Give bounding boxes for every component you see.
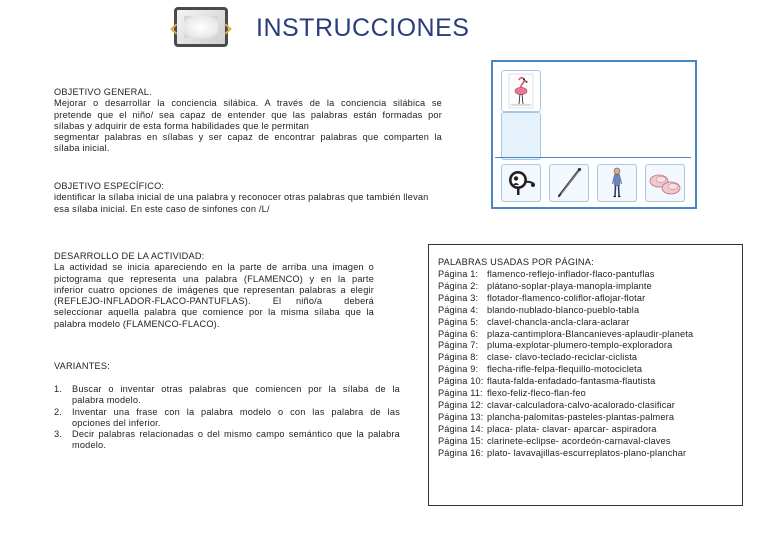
page-label: Página 1: bbox=[438, 269, 479, 279]
list-item bbox=[54, 429, 400, 452]
desarrollo-line: inferior cuatro opciones de imágenes que representan palabras a elegir bbox=[54, 284, 374, 295]
page-label: Página 13: bbox=[438, 411, 484, 422]
presentation-screen-icon bbox=[174, 7, 228, 47]
page-words: flauta-falda-enfadado-fantasma-flautista bbox=[487, 376, 656, 387]
page-words: plato- lavavajillas-escurreplatos-plano-planchar bbox=[487, 447, 687, 458]
list-item-line: palabra modelo. bbox=[72, 395, 141, 406]
page-title: INSTRUCCIONES bbox=[256, 14, 470, 42]
list-item bbox=[438, 448, 693, 460]
palabras-list bbox=[438, 269, 693, 460]
page-words: flamenco-reflejo-inflador-flaco-pantuflas bbox=[487, 269, 655, 279]
objetivo-general-line: sílaba inicial. bbox=[54, 143, 110, 154]
page-words: plátano-soplar-playa-manopla-implante bbox=[487, 280, 652, 291]
objetivo-general-section bbox=[54, 87, 442, 155]
list-item bbox=[438, 436, 693, 448]
list-item bbox=[438, 364, 693, 376]
list-item bbox=[438, 269, 693, 281]
page-label: Página 6: bbox=[438, 328, 479, 339]
page-words: flecha-rifle-felpa-flequillo-motocicleta bbox=[487, 364, 643, 375]
page-words: clarinete-eclipse- acordeón-carnaval-claves bbox=[487, 435, 671, 446]
list-item-line: modelo. bbox=[72, 440, 107, 451]
objetivo-general-line: pretende que el niño/ sea capaz de entender que las palabras están formadas por bbox=[54, 109, 442, 120]
inflator-stick-icon bbox=[550, 165, 588, 201]
list-item bbox=[54, 407, 400, 430]
list-item bbox=[438, 329, 693, 341]
objetivo-especifico-heading: OBJETIVO ESPECÍFICO: bbox=[54, 181, 165, 191]
list-item bbox=[438, 340, 693, 352]
page-label: Página 5: bbox=[438, 316, 479, 327]
list-item-number: 3. bbox=[54, 429, 63, 440]
list-item bbox=[438, 293, 693, 305]
page-label: Página 3: bbox=[438, 292, 479, 303]
list-item bbox=[438, 305, 693, 317]
page-words: clase- clavo-teclado-reciclar-ciclista bbox=[487, 352, 638, 363]
desarrollo-line: (REFLEJO-INFLADOR-FLACO-PANTUFLAS). El niño/a deberá bbox=[54, 296, 374, 307]
page-label: Página 7: bbox=[438, 340, 479, 351]
desarrollo-line: La actividad se inicia apareciendo en la parte de arriba una imagen o bbox=[54, 262, 374, 273]
page-label: Página 11: bbox=[438, 388, 483, 399]
list-item-number: 2. bbox=[54, 406, 63, 417]
option-card-inflador[interactable] bbox=[549, 164, 589, 202]
desarrollo-section bbox=[54, 251, 374, 330]
palabras-heading: PALABRAS USADAS POR PÁGINA: bbox=[438, 257, 594, 267]
objetivo-especifico-section bbox=[54, 181, 446, 215]
list-item bbox=[438, 424, 693, 436]
list-item bbox=[438, 376, 693, 388]
list-item bbox=[438, 388, 693, 400]
page-words: flotador-flamenco-coliflor-aflojar-flotar bbox=[487, 292, 646, 303]
panel-divider bbox=[495, 157, 691, 158]
activity-preview-panel bbox=[491, 60, 697, 209]
objetivo-especifico-line: esa sílaba inicial. En este caso de sinfones con /L/ bbox=[54, 203, 270, 214]
page-words: pluma-explotar-plumero-templo-exploradora bbox=[487, 340, 673, 351]
page-label: Página 10: bbox=[438, 376, 484, 387]
answer-drop-slot[interactable] bbox=[501, 112, 541, 160]
page-label: Página 12: bbox=[438, 399, 484, 410]
page-label: Página 8: bbox=[438, 352, 479, 363]
list-item bbox=[54, 384, 400, 407]
variantes-section bbox=[54, 384, 400, 452]
page-words: clavar-calculadora-calvo-acalorado-clasificar bbox=[487, 399, 676, 410]
list-item-line: Inventar una frase con la palabra modelo o con las palabra de las bbox=[72, 406, 400, 417]
page-label: Página 14: bbox=[438, 423, 484, 434]
desarrollo-heading: DESARROLLO DE LA ACTIVIDAD: bbox=[54, 251, 205, 261]
list-item-line: Decir palabras relacionadas o del mismo campo semántico que la palabra bbox=[72, 429, 400, 440]
objetivo-especifico-line: identificar la sílaba inicial de una palabra y reconocer otras palabras que también llevan bbox=[54, 192, 429, 203]
page-label: Página 15: bbox=[438, 435, 484, 446]
page-words: plaza-cantimplora-Blancanieves-aplaudir-planeta bbox=[487, 328, 694, 339]
page-words: plancha-palomitas-pasteles-plantas-palmera bbox=[487, 411, 675, 422]
palabras-box bbox=[428, 244, 743, 506]
list-item bbox=[438, 281, 693, 293]
flamingo-icon bbox=[502, 71, 540, 111]
page-label: Página 4: bbox=[438, 304, 479, 315]
list-item bbox=[438, 352, 693, 364]
list-item bbox=[438, 400, 693, 412]
page-words: clavel-chancla-ancla-clara-aclarar bbox=[487, 316, 630, 327]
slippers-icon bbox=[646, 165, 684, 201]
page-label: Página 16: bbox=[438, 447, 484, 458]
mirror-reflection-icon bbox=[502, 165, 540, 201]
desarrollo-line: pictograma que representa una palabra (FLAMENCO) y en la parte bbox=[54, 273, 374, 284]
thin-man-icon bbox=[598, 165, 636, 201]
desarrollo-line: seleccionar aquella palabra que comience por la misma sílaba que la bbox=[54, 307, 374, 318]
page-words: blando-nublado-blanco-pueblo-tabla bbox=[487, 304, 640, 315]
objetivo-general-line: segmentar palabras en sílabas y ser capaz de encontrar palabras que comparten la bbox=[54, 132, 442, 143]
list-item-line: opciones del inferior. bbox=[72, 417, 161, 428]
list-item-number: 1. bbox=[54, 384, 63, 394]
option-card-flaco[interactable] bbox=[597, 164, 637, 202]
page-label: Página 2: bbox=[438, 280, 479, 291]
list-item-line: Buscar o inventar otras palabras que comiencen por la sílaba de la bbox=[72, 384, 400, 394]
page-words: placa- plata- clavar- aparcar- aspiradora bbox=[487, 423, 657, 434]
desarrollo-line: palabra modelo (FLAMENCO-FLACO). bbox=[54, 318, 220, 329]
objetivo-general-line: sílabas y adquirir de esta forma habilidades que le permitan bbox=[54, 120, 310, 131]
page-label: Página 9: bbox=[438, 364, 479, 375]
model-word-card[interactable] bbox=[501, 70, 541, 112]
page-words: flexo-feliz-fleco-flan-feo bbox=[487, 388, 586, 399]
variantes-heading: VARIANTES: bbox=[54, 361, 110, 371]
list-item bbox=[438, 317, 693, 329]
objetivo-general-heading: OBJETIVO GENERAL. bbox=[54, 87, 152, 97]
list-item bbox=[438, 412, 693, 424]
option-card-pantuflas[interactable] bbox=[645, 164, 685, 202]
option-card-reflejo[interactable] bbox=[501, 164, 541, 202]
objetivo-general-line: Mejorar o desarrollar la conciencia silábica. A través de la conciencia silábica se bbox=[54, 98, 442, 109]
